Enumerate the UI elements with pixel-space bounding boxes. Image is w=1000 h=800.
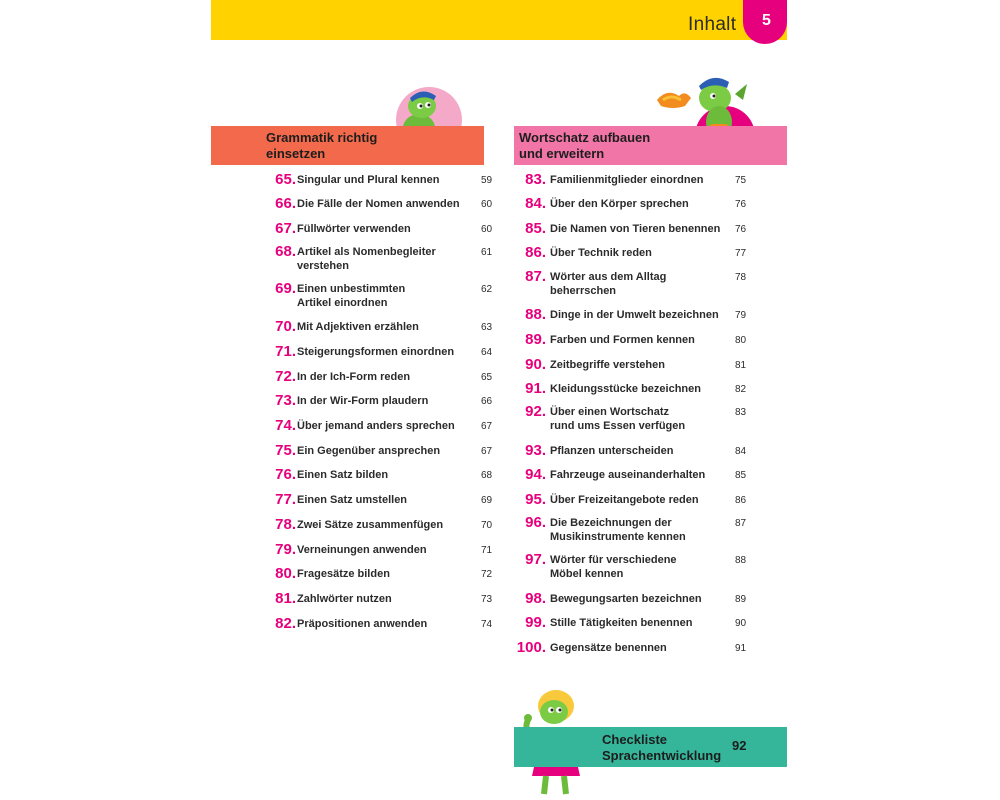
toc-entry[interactable]: 97. Wörter für verschiedene Möbel kennen 88 [525,551,747,580]
page-number: 5 [762,12,771,29]
toc-entry[interactable]: 74. Über jemand anders sprechen 67 [275,417,493,434]
toc-entry[interactable]: 69. Einen unbestimmten Artikel einordnen 62 [275,280,493,309]
page-title: Inhalt [688,14,737,35]
toc-entry[interactable]: 75. Ein Gegenüber ansprechen 67 [275,442,493,459]
toc-entry[interactable]: 76. Einen Satz bilden 68 [275,466,493,483]
toc-entry[interactable]: 95. Über Freizeitangebote reden 86 [525,491,747,508]
toc-entry[interactable]: 78. Zwei Sätze zusammenfügen 70 [275,516,493,533]
toc-entry[interactable]: 99. Stille Tätigkeiten benennen 90 [525,614,747,631]
toc-entry[interactable]: 70. Mit Adjektiven erzählen 63 [275,318,493,335]
toc-entry[interactable]: 80. Fragesätze bilden 72 [275,565,493,582]
toc-entry[interactable]: 93. Pflanzen unterscheiden 84 [525,442,747,459]
toc-entry[interactable]: 96. Die Bezeichnungen der Musikinstrumente kennen 87 [525,514,747,543]
toc-entry[interactable]: 92. Über einen Wortschatz rund ums Essen verfügen 83 [525,403,747,432]
toc-entry[interactable]: 89. Farben und Formen kennen 80 [525,331,747,348]
toc-entry[interactable]: 90. Zeitbegriffe verstehen 81 [525,356,747,373]
toc-entry[interactable]: 77. Einen Satz umstellen 69 [275,491,493,508]
toc-entry[interactable]: 82. Präpositionen anwenden 74 [275,615,493,632]
checklist-banner[interactable] [514,727,787,767]
toc-entry[interactable]: 79. Verneinungen anwenden 71 [275,541,493,558]
toc-entry[interactable]: 83. Familienmitglieder einordnen 75 [525,171,747,188]
toc-entry[interactable]: 65. Singular und Plural kennen 59 [275,171,493,188]
section-title-grammar: Grammatik richtig einsetzen [266,130,378,161]
toc-entry[interactable]: 87. Wörter aus dem Alltag beherrschen 78 [525,268,747,297]
toc-entry[interactable]: 91. Kleidungsstücke bezeichnen 82 [525,380,747,397]
toc-entry[interactable]: 81. Zahlwörter nutzen 73 [275,590,493,607]
toc-entry[interactable]: 94. Fahrzeuge auseinanderhalten 85 [525,466,747,483]
toc-entry[interactable]: 73. In der Wir-Form plaudern 66 [275,392,493,409]
toc-entry[interactable]: 86. Über Technik reden 77 [525,244,747,261]
section-banner-vocabulary [514,126,787,165]
toc-entry[interactable]: 72. In der Ich-Form reden 65 [275,368,493,385]
toc-entry[interactable]: 85. Die Namen von Tieren benennen 76 [525,220,747,237]
toc-entry[interactable]: 67. Füllwörter verwenden 60 [275,220,493,237]
toc-entry[interactable]: 98. Bewegungsarten bezeichnen 89 [525,590,747,607]
checklist-page-number: 92 [732,738,747,753]
page-number-badge [743,0,787,44]
checklist-title: Checkliste Sprachentwicklung [602,732,722,763]
toc-entry[interactable]: 84. Über den Körper sprechen 76 [525,195,747,212]
section-title-vocabulary: Wortschatz aufbauen und erweitern [519,130,651,161]
section-banner-grammar [211,126,484,165]
toc-entry[interactable]: 88. Dinge in der Umwelt bezeichnen 79 [525,306,747,323]
toc-entry[interactable]: 66. Die Fälle der Nomen anwenden 60 [275,195,493,212]
toc-entry[interactable]: 68. Artikel als Nomenbegleiter verstehen 61 [275,243,493,272]
toc-entry[interactable]: 71. Steigerungsformen einordnen 64 [275,343,493,360]
toc-entry[interactable]: 100. Gegensätze benennen 91 [516,639,747,656]
